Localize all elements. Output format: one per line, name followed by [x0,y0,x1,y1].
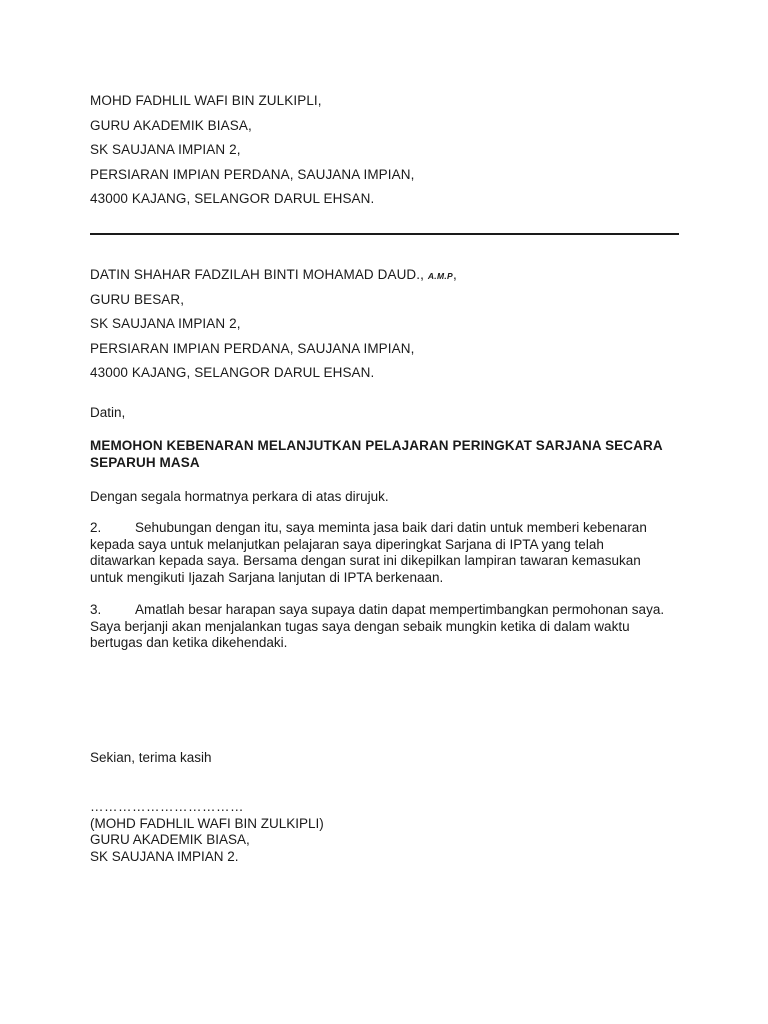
sender-position: GURU AKADEMIK BIASA, [90,117,252,133]
paragraph-3-line-3: bertugas dan ketika dikehendaki. [90,635,288,650]
recipient-name: DATIN SHAHAR FADZILAH BINTI MOHAMAD DAUD., [90,267,424,282]
signature-position: GURU AKADEMIK BIASA, [90,832,250,847]
paragraph-3-number: 3. [90,602,102,617]
closing-remark: Sekian, terima kasih [90,750,212,765]
paragraph-2-line-2: kepada saya untuk melanjutkan pelajaran saya diperingkat Sarjana di IPTA yang telah [90,536,604,552]
recipient-city: 43000 KAJANG, SELANGOR DARUL EHSAN. [90,365,375,380]
recipient-street: PERSIARAN IMPIAN PERDANA, SAUJANA IMPIAN, [90,340,415,356]
paragraph-3-text-1: Amatlah besar harapan saya supaya datin dapat mempertimbangkan permohonan saya. [135,602,665,617]
signature-line: …………………………… [90,799,244,814]
paragraph-3 [90,602,690,652]
subject-heading [90,438,690,471]
sender-name: MOHD FADHLIL WAFI BIN ZULKIPLI, [90,93,322,108]
recipient-position: GURU BESAR, [90,291,185,307]
sender-street: PERSIARAN IMPIAN PERDANA, SAUJANA IMPIAN, [90,166,415,182]
sender-school: SK SAUJANA IMPIAN 2, [90,142,241,157]
recipient-address [90,268,680,391]
signature-block [90,799,324,865]
paragraph-3-line-1 [90,602,690,619]
header-divider [90,233,679,235]
paragraph-2-line-3: ditawarkan kepada saya. Bersama dengan surat ini dikepilkan lampiran tawaran kemasukan [90,553,641,568]
paragraph-2-number: 2. [90,520,102,535]
signature-name: (MOHD FADHLIL WAFI BIN ZULKIPLI) [90,815,324,831]
paragraph-1: Dengan segala hormatnya perkara di atas dirujuk. [90,489,389,504]
sender-address [90,94,680,217]
paragraph-2-line-1 [90,520,690,537]
recipient-school: SK SAUJANA IMPIAN 2, [90,316,241,331]
paragraph-2 [90,520,690,586]
paragraph-2-text-1: Sehubungan dengan itu, saya meminta jasa baik dari datin untuk memberi kebenaran [135,520,647,535]
subject-line-1: MEMOHON KEBENARAN MELANJUTKAN PELAJARAN PERINGKAT SARJANA SECARA [90,438,663,453]
recipient-honorific: A.M.P [427,271,453,281]
signature-school: SK SAUJANA IMPIAN 2. [90,848,239,864]
paragraph-2-line-4: untuk mengikuti Ijazah Sarjana lanjutan di IPTA berkenaan. [90,569,444,585]
sender-city: 43000 KAJANG, SELANGOR DARUL EHSAN. [90,191,375,206]
subject-line-2: SEPARUH MASA [90,454,200,470]
recipient-honorific-suffix: , [452,267,457,282]
recipient-name-line [90,268,680,293]
paragraph-3-line-2: Saya berjanji akan menjalankan tugas saya dengan sebaik mungkin ketika di dalam waktu [90,618,630,634]
salutation: Datin, [90,405,126,420]
